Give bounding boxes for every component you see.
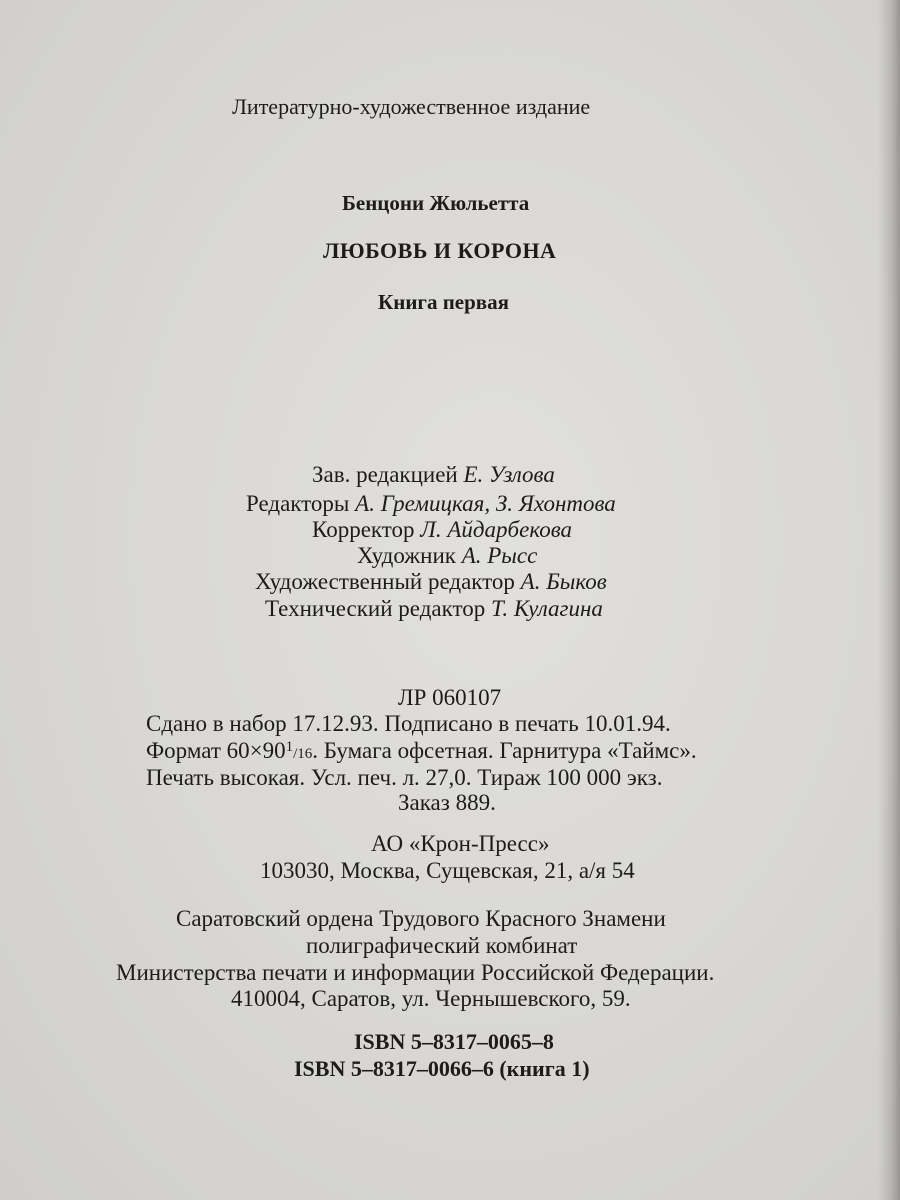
credit-role: Технический редактор xyxy=(265,596,486,621)
format-sub: /16 xyxy=(293,746,313,762)
printer-line: Саратовский ордена Трудового Красного Знамени xyxy=(176,906,666,931)
credit-line xyxy=(357,544,537,567)
print-run: Печать высокая. Усл. печ. л. 27,0. Тираж 100 000 экз. xyxy=(146,765,663,790)
order-number: Заказ 889. xyxy=(398,790,496,815)
credit-names: А. Быков xyxy=(520,569,607,594)
credit-names: Т. Кулагина xyxy=(490,596,603,621)
print-dates: Сдано в набор 17.12.93. Подписано в печать 10.01.94. xyxy=(146,711,671,736)
credit-role: Художник xyxy=(357,543,456,568)
format-line xyxy=(146,739,697,762)
format-prefix: Формат 60×90 xyxy=(146,738,286,763)
credit-role: Редакторы xyxy=(246,491,350,516)
book-volume: Книга первая xyxy=(378,290,510,314)
format-sup: 1 xyxy=(285,739,294,755)
credit-names: Л. Айдарбекова xyxy=(420,517,573,542)
publisher-address: 103030, Москва, Сущевская, 21, а/я 54 xyxy=(260,858,635,883)
credit-line xyxy=(312,518,572,541)
isbn-volume xyxy=(294,1058,590,1080)
page-edge-shadow xyxy=(878,0,900,1200)
book-title: ЛЮБОВЬ И КОРОНА xyxy=(323,238,557,263)
printer-line: полиграфический комбинат xyxy=(306,933,578,958)
printer-line: Министерства печати и информации Российской Федерации. xyxy=(116,960,715,985)
credit-role: Корректор xyxy=(312,517,415,542)
format-rest: . Бумага офсетная. Гарнитура «Таймс». xyxy=(312,738,697,763)
credit-line xyxy=(246,492,616,515)
credit-names: Е. Узлова xyxy=(463,462,555,487)
credit-names: А. Рысс xyxy=(461,543,538,568)
credit-line xyxy=(255,570,607,593)
credit-line xyxy=(265,597,603,620)
isbn-main: ISBN 5–8317–0065–8 xyxy=(354,1029,554,1054)
credit-role: Зав. редакцией xyxy=(312,462,458,487)
printer-line: 410004, Саратов, ул. Чернышевского, 59. xyxy=(231,986,631,1011)
license-number: ЛР 060107 xyxy=(398,685,502,710)
edition-type: Литературно-художественное издание xyxy=(232,94,591,119)
credit-line xyxy=(312,463,555,486)
credit-role: Художественный редактор xyxy=(255,569,515,594)
isbn-volume-number: ISBN 5–8317–0066–6 xyxy=(294,1056,494,1081)
publisher-name: АО «Крон-Пресс» xyxy=(371,831,550,856)
credit-names: А. Гремицкая, З. Яхонтова xyxy=(355,491,616,516)
isbn-volume-note: (книга 1) xyxy=(499,1056,590,1081)
author-name: Бенцони Жюльетта xyxy=(342,191,530,215)
